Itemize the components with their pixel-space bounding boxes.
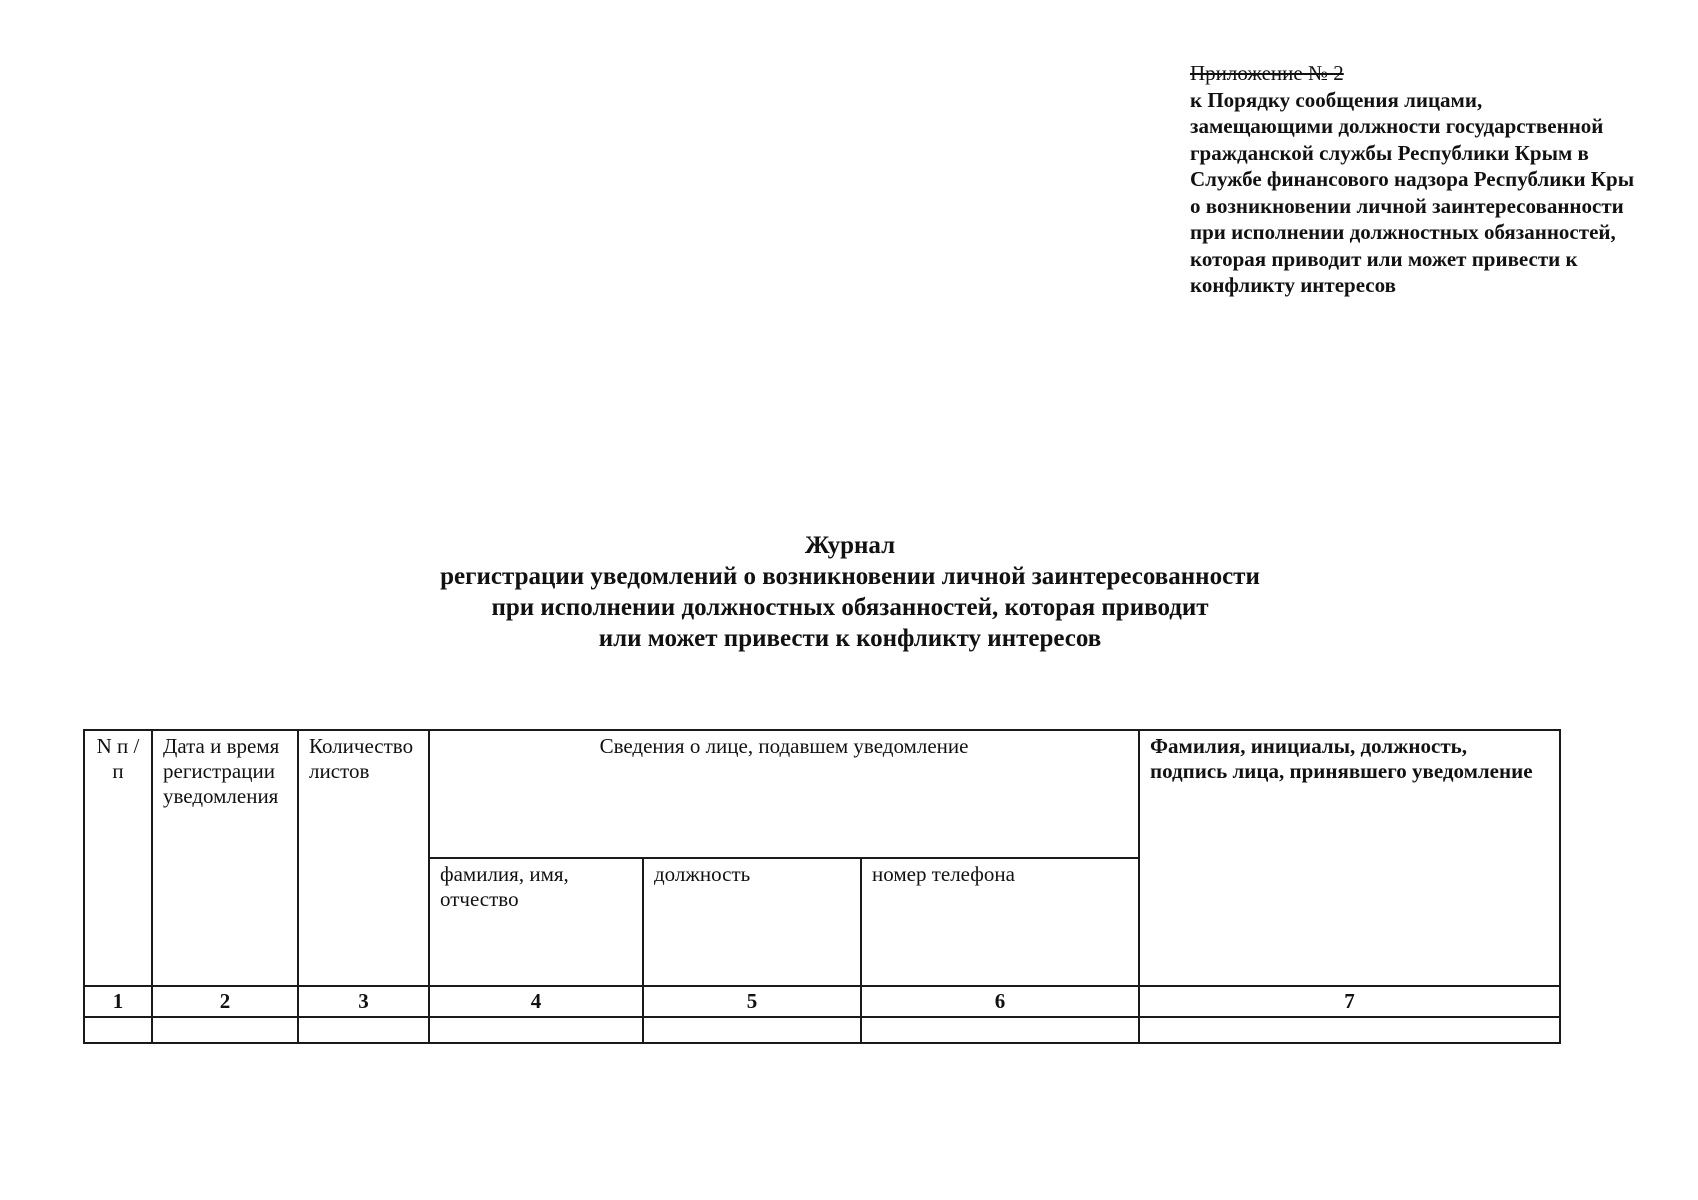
column-number-row [84,986,1560,1017]
appendix-line: гражданской службы Республики Крым в [1190,140,1589,165]
journal-title [300,530,1400,654]
column-number: 4 [429,986,643,1017]
header-row [84,730,1560,858]
appendix-line: о возникновении личной заинтересованности [1190,193,1624,218]
header-cell-full-name: фамилия, имя, отчество [429,858,643,986]
empty-cell [861,1017,1139,1043]
header-cell-sheets: Количество листов [298,730,429,986]
appendix-line: к Порядку сообщения лицами, [1190,87,1483,112]
appendix-line: при исполнении должностных обязанностей, [1190,220,1616,244]
empty-cell [643,1017,861,1043]
empty-cell [298,1017,429,1043]
appendix-title: Приложение № 2 [1190,61,1344,85]
column-number: 3 [298,986,429,1017]
table-row [84,1017,1560,1043]
column-number: 6 [861,986,1139,1017]
header-cell-date: Дата и время регистрации уведомления [152,730,298,986]
header-cell-position: должность [643,858,861,986]
header-cell-receiver: Фамилия, инициалы, должность, подпись лица, принявшего уведомление [1139,730,1560,986]
title-line: регистрации уведомлений о возникновении личной заинтересованности [440,563,1260,590]
header-cell-applicant-info: Сведения о лице, подавшем уведомление [429,730,1139,858]
column-number: 2 [152,986,298,1017]
empty-cell [152,1017,298,1043]
column-number: 1 [84,986,152,1017]
appendix-line: которая приводит или может привести к [1190,246,1578,271]
column-number: 5 [643,986,861,1017]
appendix-line: Службе финансового надзора Республики Кры [1190,167,1635,191]
header-cell-phone: номер телефона [861,858,1139,986]
empty-cell [1139,1017,1560,1043]
column-number: 7 [1139,986,1560,1017]
header-cell-number: N п / п [84,730,152,986]
title-line: при исполнении должностных обязанностей, которая приводит [491,594,1209,621]
appendix-block [1190,60,1680,299]
journal-table [83,729,1561,1044]
appendix-line: замещающими должности государственной [1190,114,1604,138]
title-line: Журнал [804,532,896,559]
title-line: или может привести к конфликту интересов [598,625,1102,652]
empty-cell [429,1017,643,1043]
appendix-line: конфликту интересов [1190,273,1396,297]
empty-cell [84,1017,152,1043]
